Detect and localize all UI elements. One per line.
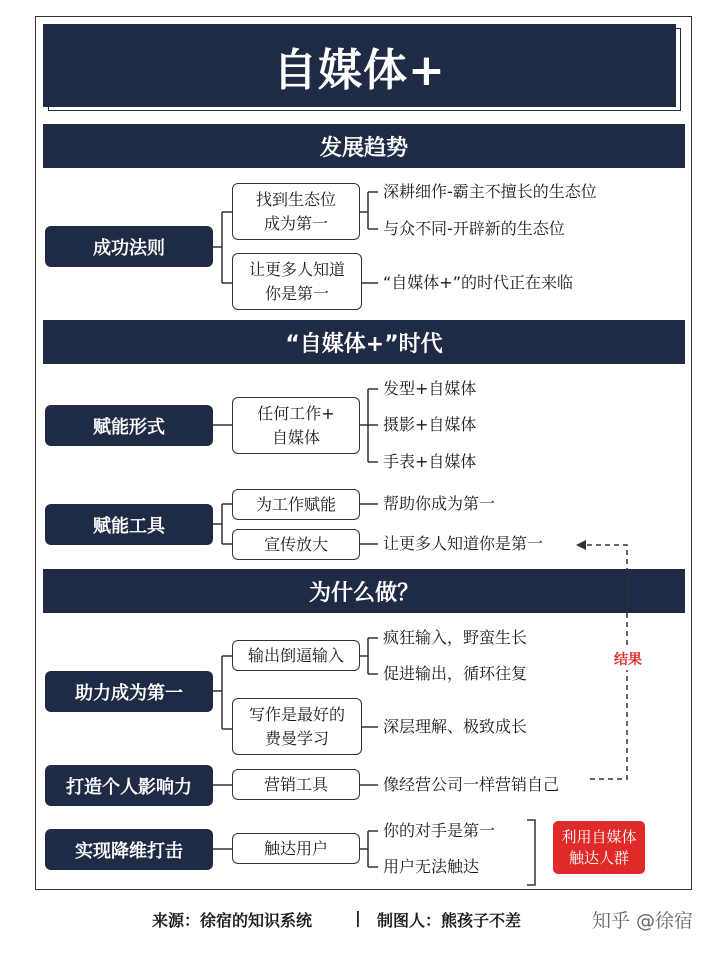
section-why: 为什么做？ [43, 569, 685, 613]
section-era: “自媒体+”时代 [43, 320, 685, 364]
node-output-input: 输出倒逼输入 [232, 640, 360, 671]
leaf-help-you-first: 帮助你成为第一 [383, 494, 496, 513]
leaf-users-unreachable: 用户无法触达 [383, 857, 480, 876]
leaf-promote-output: 促进输出，循环往复 [383, 664, 528, 683]
node-reach-users: 触达用户 [232, 833, 360, 864]
leaf-opponent-first: 你的对手是第一 [383, 821, 496, 840]
footer [0, 905, 720, 935]
node-let-know: 让更多人知道 你是第一 [232, 253, 362, 310]
node-work-empower: 为工作赋能 [232, 489, 360, 520]
leaf-watch: 手表+自媒体 [383, 452, 477, 471]
leaf-deep-niche: 深耕细作-霸主不擅长的生态位 [383, 182, 597, 201]
node-writing: 写作是最好的 费曼学习 [232, 698, 362, 755]
leaf-market-self: 像经营公司一样营销自己 [383, 775, 560, 794]
footer-maker: 制图人：熊孩子不差 [377, 911, 522, 930]
leaf-different: 与众不同-开辟新的生态位 [383, 219, 565, 238]
category-help-first: 助力成为第一 [45, 671, 213, 712]
node-find-niche: 找到生态位 成为第一 [232, 183, 360, 240]
category-empower-form: 赋能形式 [45, 405, 213, 446]
node-marketing-tool: 营销工具 [232, 769, 360, 800]
category-personal-influence: 打造个人影响力 [45, 765, 213, 806]
leaf-hair: 发型+自媒体 [383, 379, 477, 398]
leaf-crazy-input: 疯狂输入，野蛮生长 [383, 628, 528, 647]
leaf-deep-understand: 深层理解、极致成长 [383, 717, 528, 736]
result-label: 结果 [612, 648, 644, 670]
section-trend: 发展趋势 [43, 124, 685, 168]
footer-separator: | [355, 908, 361, 927]
page-title: 自媒体+ [43, 24, 676, 107]
category-dim-strike: 实现降维打击 [45, 829, 213, 870]
category-empower-tool: 赋能工具 [45, 504, 213, 545]
node-any-work: 任何工作+ 自媒体 [232, 397, 360, 454]
watermark: 知乎 @徐宿 [592, 910, 694, 932]
category-success-rules: 成功法则 [45, 226, 213, 267]
note-box: 利用自媒体 触达人群 [553, 821, 645, 874]
leaf-let-more-know: 让更多人知道你是第一 [383, 534, 544, 553]
leaf-photo: 摄影+自媒体 [383, 415, 477, 434]
node-promote: 宣传放大 [232, 529, 360, 560]
leaf-era-coming: “自媒体+”的时代正在来临 [383, 273, 573, 292]
footer-source: 来源：徐宿的知识系统 [152, 911, 313, 930]
